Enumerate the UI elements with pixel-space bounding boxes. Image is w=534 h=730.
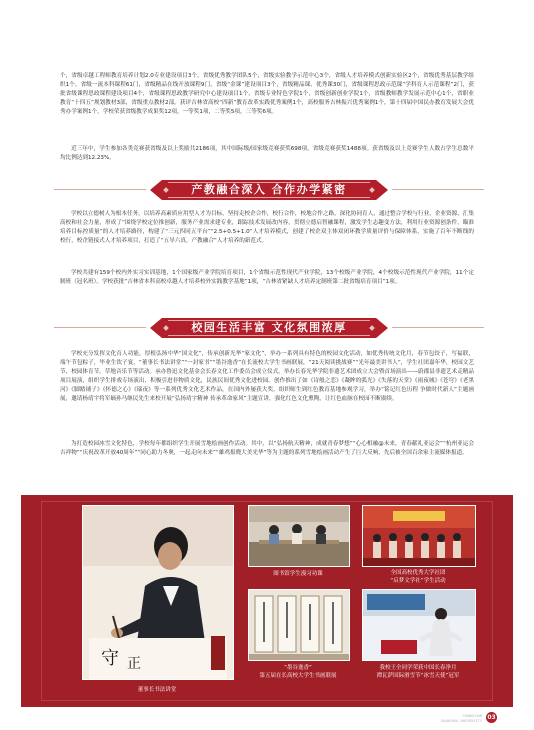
banner-right-line [392,327,484,328]
photo-caption: “启梦文学社”学生活动 [390,578,446,584]
photo-caption: “墨谷逸香” [284,665,312,671]
photo-calligraphy-lecture [82,505,234,680]
paragraph-competition-awards: 近三年中，学生参加各类竞赛获省级及以上奖励共2186项，其中国际级/国家级竞赛获奖698项，省级竞赛获奖1488项。获省级及以上竞赛学生人数占学生总数平均比例达到12.23%。 [60,146,474,161]
banner-left-line [54,189,146,190]
photo-literature-club [362,505,476,567]
paragraph-cultural-education: 学校充分发挥文化育人功能，厚植弘扬中华“国文化”，传承创新光华“家文化”，举办一系列具有特色的校园文化活动，如优秀传统文化月，春节包饺子，写福联，端午节包粽子，毕业生饮子宴，“董事长书法讲堂”“一封家书”“墨谷逸香”在长流校大学生书画联展，“21天阅读挑战赛”“光年最美讲书人”，学生社团嘉年华，校园文艺节，校园体育节，草地音乐节等活动。承办鲁迅文化基金会长春文化工作委员会成立仪式，举办长春光华学院非遗艺术团成立大会暨首场演出——蔚郡县非遗艺术走精品项目展演，组织学生排戏专场演出，积极引进非物质文化，民族民间优秀文化进校园。创作推出了如《诗般之恋》《凝眸的弧光》《失落的天堂》《雨夜城》《苍穹》《老黑河》《脚踏铺子》《怀德之心》《瑞夜》等一系列优秀文化艺术作品，在国内外屡获大奖。组织师生到红色教育基地参观学习，举办“铭记红色历程 争做时代新人”主题画展，邀请杨靖宇将军嫡孙马继民先生来校开展“弘扬靖宇精神 传承革命家风”主题宣讲，强化红色文化熏陶，让红色血脉在校园不断赓续。 [60,351,474,402]
photo-caption: 潭瓦萨国际滑雪节“冰雪天使”冠军 [376,673,460,679]
section-banner-campus-life [150,315,388,341]
svg-text:守: 守 [101,648,119,669]
brand-line: CHANGCHUN [462,714,482,718]
calligraphy-illustration [83,506,233,679]
paragraph-snow-art: 为打造校园冰雪文化特色，学校每年都组织学生开展雪地绘画创作活动。其中，以“弘扬航天精神，成就青春梦想”“心心相融@未来，青春献礼亚运会”“杭州亚运会吉祥物”“庆祝改革开放40周年”“同心助力冬奥，一起走向未来”“雄鸡报晓大美光华”等为主题的系列雪地绘画活动产生了巨大反响，先后被全国百余家主流媒体报道。 [60,441,474,456]
photo-snow-angel [362,589,476,661]
banner-left-line [54,327,146,328]
section-title: 产教融合深入 合作办学紧密 [191,183,347,196]
photo-caption: 董事长书法讲堂 [137,687,177,693]
exhibition-illustration [249,590,349,660]
snow-angel-illustration [363,590,475,660]
library-illustration [249,506,349,566]
photo-caption: 第五届在长高校大学生书画联展 [259,673,337,679]
banner-right-line [392,189,484,190]
section-title: 校园生活丰富 文化氛围浓厚 [191,321,347,334]
photo-art-exhibition [248,589,350,661]
paragraph-practice-bases: 学校共建有159个校内外实习实训基地，1个国家级产业学院培育项目，1个省级示范性现代产业学院，13个校级产业学院，4个校级示范性现代产业学院，11个定制班（冠名班）。学校获批“吉林省本科高校卓越人才培养校外实践教学基地”1项，“吉林省紧缺人才培养定制班第二批省级培育项目”1项。 [60,270,474,285]
brand-line: GUANGHUA UNIVERSITY [440,718,482,723]
photo-library-study [248,505,350,567]
section-banner-industry-education [150,177,388,203]
page-number: 03 [487,714,496,721]
svg-text:正: 正 [127,656,141,672]
university-brand [441,714,482,723]
photo-caption: 我校王全同学荣获中国长春净月 [379,665,457,671]
paragraph-collaborative-education: 学校以立德树人为根本任务，以培养高素质应用型人才为目标，坚持走校企合作，校行合作，校地合作之路，深化协同育人，通过整合学校与行业，企业资源，汇集高校和社会力量，形成了“围绕学校定位推创新，服务产业需求建专业，跟踪技术发展改内容，贯彻立德启智融课程，激发学生志趣变方法，利用行业资源创条件，瞄准培养目标控质量”的人才培养路径，构建了“三元四同五平台”“2.5+0.5+1.0”人才培养模式，创建了校企双主体双闭环教学质量评价与保障体系，实施了百年不断线的校行，校企链接式人才培养项目，打造了“五导六真，产教融合”人才培养的新范式。 [60,211,474,244]
photo-caption: 图书馆学生漫习功课 [273,571,323,577]
photo-caption: 全国高校优秀大学社团 [390,570,446,576]
club-activity-illustration [363,506,475,566]
paragraph-teaching-achievements: 个，省级卓越工程师教育培养计划2.0专业建设项目3个，省级优秀教学团队5个，省级实验教学示范中心3个，省级人才培养模式创新实验区2个，省级优秀基层教学组织1个，省级一流本科课程61门，省级精品在线开放课程9门，省级“金课”建设项目3个，省级精品课、优秀课30门，省级课程思政示范课“学科育人示范课程”2门，获批省级课程思政课程建设项目4个，省级课程思政教学研究中心建设项目1个，省级专业特色学院1个，省级创新创业学院1个，省级教师教学发展示范中心1个，省职业教育“十四五”规划教材3部，省级重点教材2部。获评吉林省高校“四新”教育改革实践优秀案例1个，高校服务吉林振兴优秀案例1个，第十四届中国民办教育发展大会优秀办学案例1个，学校荣获省级教学成果奖12项，一等奖1项，二等奖5项，三等奖6项。 [60,73,474,115]
